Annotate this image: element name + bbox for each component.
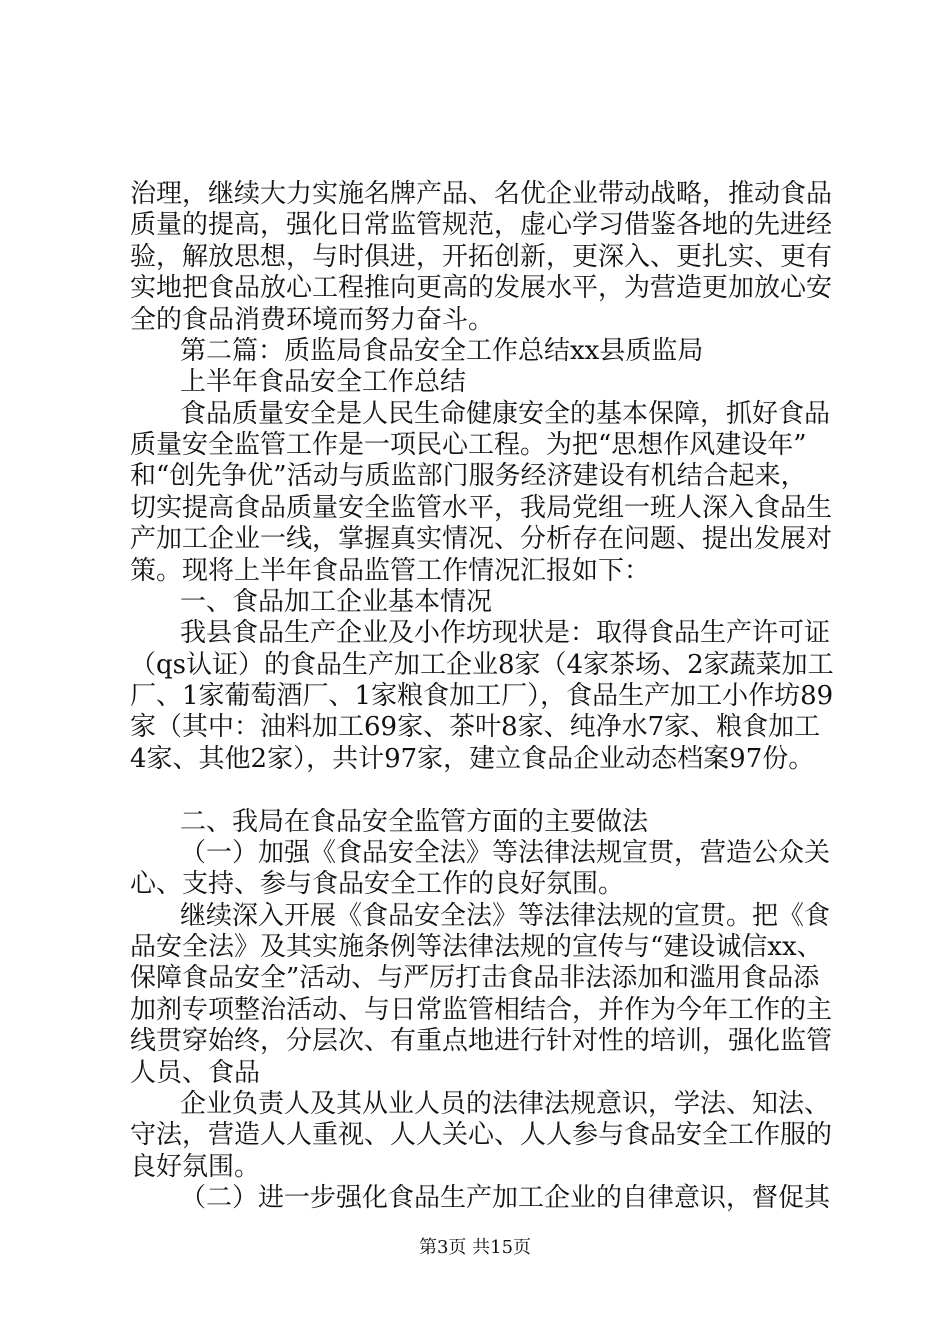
- text-line: 继续深入开展《食品安全法》等法律法规的宣贯。把《食: [180, 901, 831, 931]
- text-line: 加剂专项整治活动、与日常监管相结合，并作为今年工作的主: [130, 995, 833, 1025]
- text-line: 产加工企业一线，掌握真实情况、分析存在问题、提出发展对: [130, 524, 833, 554]
- text-line: 策。现将上半年食品监管工作情况汇报如下：: [130, 556, 651, 586]
- text-line: 企业负责人及其从业人员的法律法规意识，学法、知法、: [180, 1089, 831, 1119]
- section-heading: 二、我局在食品安全监管方面的主要做法: [180, 807, 649, 837]
- text-line: 全的食品消费环境而努力奋斗。: [130, 305, 495, 335]
- section-subheading: 上半年食品安全工作总结: [180, 367, 467, 397]
- text-line: 和“创先争优”活动与质监部门服务经济建设有机结合起来，: [130, 461, 807, 491]
- text-line: 我县食品生产企业及小作坊现状是：取得食品生产许可证: [180, 618, 831, 648]
- text-line: 切实提高食品质量安全监管水平，我局党组一班人深入食品生: [130, 493, 833, 523]
- text-line: 线贯穿始终，分层次、有重点地进行针对性的培训，强化监管: [130, 1026, 833, 1056]
- text-line: 4家、其他2家），共计97家，建立食品企业动态档案97份。: [130, 744, 815, 774]
- text-line: 质量的提高，强化日常监管规范，虚心学习借鉴各地的先进经: [130, 210, 833, 240]
- text-line: 质量安全监管工作是一项民心工程。为把“思想作风建设年”: [130, 430, 807, 460]
- text-line: （一）加强《食品安全法》等法律法规宣贯，营造公众关: [180, 838, 831, 868]
- text-line: 人员、食品: [130, 1058, 261, 1088]
- text-line: （qs认证）的食品生产加工企业8家（4家茶场、2家蔬菜加工: [130, 650, 834, 680]
- text-line: 品安全法》及其实施条例等法律法规的宣传与“建设诚信xx、: [130, 932, 823, 962]
- text-line: 保障食品安全”活动、与严厉打击食品非法添加和滥用食品添: [130, 963, 820, 993]
- text-line: 食品质量安全是人民生命健康安全的基本保障，抓好食品: [180, 399, 831, 429]
- text-line: （二）进一步强化食品生产加工企业的自律意识，督促其: [180, 1183, 831, 1213]
- section-heading: 第二篇：质监局食品安全工作总结xx县质监局: [180, 336, 704, 366]
- section-heading: 一、食品加工企业基本情况: [180, 587, 493, 617]
- text-line: 验，解放思想，与时俱进，开拓创新，更深入、更扎实、更有: [130, 242, 833, 272]
- text-line: 良好氛围。: [130, 1152, 261, 1182]
- text-line: 守法，营造人人重视、人人关心、人人参与食品安全工作服的: [130, 1120, 833, 1150]
- text-line: 家（其中：油料加工69家、茶叶8家、纯净水7家、粮食加工: [130, 712, 821, 742]
- text-line: 心、支持、参与食品安全工作的良好氛围。: [130, 869, 625, 899]
- text-line: 厂、1家葡萄酒厂、1家粮食加工厂），食品生产加工小作坊89: [130, 681, 834, 711]
- text-line: 治理，继续大力实施名牌产品、名优企业带动战略，推动食品: [130, 179, 833, 209]
- page-number: 第3页 共15页: [418, 1237, 532, 1258]
- text-line: 实地把食品放心工程推向更高的发展水平，为营造更加放心安: [130, 273, 833, 303]
